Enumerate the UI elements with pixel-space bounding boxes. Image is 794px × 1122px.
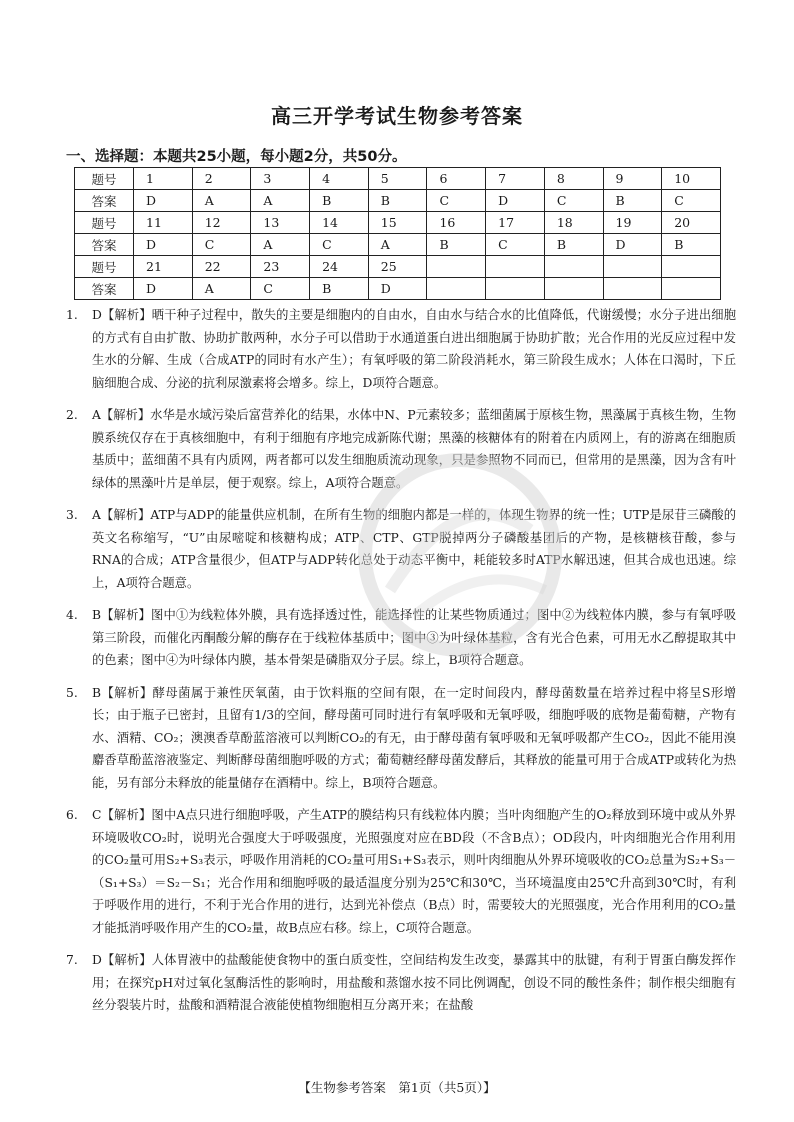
table-row xyxy=(75,278,721,300)
item-number: 6. xyxy=(66,808,78,822)
page-title: 高三开学考试生物参考答案 xyxy=(271,104,523,128)
table-cell: 9 xyxy=(603,168,662,190)
table-cell: D xyxy=(134,190,193,212)
table-cell: 18 xyxy=(544,212,603,234)
table-cell: 25 xyxy=(368,256,427,278)
table-cell: 20 xyxy=(662,212,721,234)
row-label: 题号 xyxy=(75,256,134,278)
page-footer: 【生物参考答案 第1页（共5页）】 xyxy=(298,1080,496,1095)
row-label: 答案 xyxy=(75,190,134,212)
table-cell: D xyxy=(486,190,545,212)
table-cell: A xyxy=(368,234,427,256)
table-cell: 1 xyxy=(134,168,193,190)
row-label: 题号 xyxy=(75,212,134,234)
table-row xyxy=(75,212,721,234)
table-row xyxy=(75,168,721,190)
table-cell: B xyxy=(310,190,369,212)
explanation-item xyxy=(66,304,736,394)
table-cell: B xyxy=(544,234,603,256)
table-cell: C xyxy=(310,234,369,256)
item-number: 5. xyxy=(66,685,78,700)
table-cell: 21 xyxy=(134,256,193,278)
table-cell xyxy=(662,256,721,278)
table-cell xyxy=(662,278,721,300)
answer-table xyxy=(74,167,721,300)
table-cell: D xyxy=(134,278,193,300)
row-label: 答案 xyxy=(75,234,134,256)
item-text: B【解析】酵母菌属于兼性厌氧菌，由于饮料瓶的空间有限，在一定时间段内，酵母菌数量在培养过程中将呈S形增长；由于瓶子已密封，且留有1/3的空间，酵母菌可同时进行有氧呼吸和无氧呼吸，细胞呼吸的底物是葡萄糖，产物有水、酒精、CO₂；澳澳香草酚蓝溶液可以判断CO₂的有无，由于酵母菌有氧呼吸和无氧呼吸都产生CO₂，因此不能用溴麝香草酚蓝溶液鉴定、判断酵母菌细胞呼吸的方式；葡萄糖经酵母菌发酵后，其释放的能量可用于合成ATP或转化为热能，另有部分未释放的能量储存在酒精中。综上，B项符合题意。 xyxy=(92,685,736,790)
item-text: D【解析】人体胃液中的盐酸能使食物中的蛋白质变性，空间结构发生改变，暴露其中的肽键，有利于胃蛋白酶发挥作用；在探究pH对过氧化氢酶活性的影响时，用盐酸和蒸馏水按不同比例调配，创设不同的酸性条件；制作根尖细胞有丝分裂装片时，盐酸和酒精混合液能使植物细胞相互分离开来；在盐酸 xyxy=(92,953,736,1012)
table-cell: A xyxy=(251,234,310,256)
item-text: A【解析】ATP与ADP的能量供应机制，在所有生物的细胞内都是一样的，体现生物界的统一性；UTP是尿苷三磷酸的英文名称缩写，“U”由尿嘧啶和核糖构成；ATP、CTP、GTP脱掉两分子磷酸基团后的产物，是核糖核苷酸，参与RNA的合成；ATP含量很少，但ATP与ADP转化总处于动态平衡中，耗能较多时ATP水解迅速，但其合成也迅速。综上，A项符合题意。 xyxy=(92,508,736,590)
explanation-item xyxy=(66,949,736,1017)
table-row xyxy=(75,234,721,256)
table-cell: 15 xyxy=(368,212,427,234)
table-cell xyxy=(603,278,662,300)
table-cell: 17 xyxy=(486,212,545,234)
table-cell: 19 xyxy=(603,212,662,234)
table-cell: 14 xyxy=(310,212,369,234)
table-cell xyxy=(427,256,486,278)
explanation-list xyxy=(66,304,736,1027)
item-number: 4. xyxy=(66,608,78,622)
table-cell: A xyxy=(251,190,310,212)
explanation-item xyxy=(66,604,736,672)
table-cell xyxy=(544,278,603,300)
explanation-item xyxy=(66,404,736,494)
row-label: 题号 xyxy=(75,168,134,190)
table-cell: 12 xyxy=(192,212,251,234)
table-cell: C xyxy=(427,190,486,212)
table-cell: 11 xyxy=(134,212,193,234)
table-cell: C xyxy=(251,278,310,300)
table-cell: 7 xyxy=(486,168,545,190)
table-cell: 5 xyxy=(368,168,427,190)
table-cell: B xyxy=(662,234,721,256)
item-text: D【解析】晒干种子过程中，散失的主要是细胞内的自由水，自由水与结合水的比值降低，代谢缓慢；水分子进出细胞的方式有自由扩散、协助扩散两种，水分子可以借助于水通道蛋白进出细胞属于协助扩散；光合作用的光反应过程中发生水的分解、生成（合成ATP的同时有水产生）；有氧呼吸的第二阶段消耗水，第三阶段生成水；人体在口渴时，下丘脑细胞合成、分泌的抗利尿激素将会增多。综上，D项符合题意。 xyxy=(92,308,736,390)
table-cell: B xyxy=(310,278,369,300)
table-cell: 16 xyxy=(427,212,486,234)
table-cell: 4 xyxy=(310,168,369,190)
table-cell: C xyxy=(544,190,603,212)
table-cell: B xyxy=(603,190,662,212)
table-cell xyxy=(544,256,603,278)
item-text: A【解析】水华是水域污染后富营养化的结果，水体中N、P元素较多；蓝细菌属于原核生物，黑藻属于真核生物，生物膜系统仅存在于真核细胞中，有利于细胞有序地完成新陈代谢；黑藻的核糖体有的附着在内质网上，有的游离在细胞质基质中；蓝细菌不具有内质网，两者都可以发生细胞质流动现象，只是参照物不同而已，但常用的是黑藻，因为含有叶绿体的黑藻叶片是单层，便于观察。综上，A项符合题意。 xyxy=(92,408,736,490)
table-row xyxy=(75,190,721,212)
table-cell: D xyxy=(368,278,427,300)
section-heading: 一、选择题：本题共25小题，每小题2分，共50分。 xyxy=(66,149,407,165)
table-cell: C xyxy=(192,234,251,256)
item-number: 2. xyxy=(66,408,78,422)
explanation-item xyxy=(66,504,736,594)
table-cell: B xyxy=(368,190,427,212)
table-cell: 23 xyxy=(251,256,310,278)
table-cell: 8 xyxy=(544,168,603,190)
table-cell: 2 xyxy=(192,168,251,190)
table-cell: B xyxy=(427,234,486,256)
item-number: 7. xyxy=(66,953,78,967)
table-cell: D xyxy=(134,234,193,256)
table-cell: 3 xyxy=(251,168,310,190)
table-cell: 13 xyxy=(251,212,310,234)
row-label: 答案 xyxy=(75,278,134,300)
table-cell: C xyxy=(486,234,545,256)
item-text: B【解析】图中①为线粒体外膜，具有选择透过性，能选择性的让某些物质通过；图中②为线粒体内膜，参与有氧呼吸第三阶段，而催化丙酮酸分解的酶存在于线粒体基质中；图中③为叶绿体基粒，含有光合色素，可用无水乙醇提取其中的色素；图中④为叶绿体内膜，基本骨架是磷脂双分子层。综上，B项符合题意。 xyxy=(92,608,736,667)
table-cell xyxy=(427,278,486,300)
table-cell: A xyxy=(192,190,251,212)
item-number: 1. xyxy=(66,308,78,322)
item-text: C【解析】图中A点只进行细胞呼吸，产生ATP的膜结构只有线粒体内膜；当叶肉细胞产生的O₂释放到环境中或从外界环境吸收CO₂时，说明光合强度大于呼吸强度，光照强度对应在BD段（不含B点）；OD段内，叶肉细胞光合作用利用的CO₂量可用S₂+S₃表示，呼吸作用消耗的CO₂量可用S₁+S₃表示，则叶肉细胞从外界环境吸收的CO₂总量为S₂+S₃－（S₁+S₃）＝S₂－S₁；光合作用和细胞呼吸的最适温度分别为25℃和30℃，当环境温度由25℃升高到30℃时，有利于呼吸作用的进行，不利于光合作用的进行，达到光补偿点（B点）时，需要较大的光照强度，光合作用利用的CO₂量才能抵消呼吸作用产生的CO₂量，故B点应右移。综上，C项符合题意。 xyxy=(92,808,736,935)
table-cell: D xyxy=(603,234,662,256)
table-cell xyxy=(486,256,545,278)
table-cell xyxy=(486,278,545,300)
table-cell: 10 xyxy=(662,168,721,190)
table-row xyxy=(75,256,721,278)
explanation-item xyxy=(66,804,736,939)
table-cell xyxy=(603,256,662,278)
explanation-item xyxy=(66,682,736,795)
table-cell: A xyxy=(192,278,251,300)
table-cell: 24 xyxy=(310,256,369,278)
table-cell: C xyxy=(662,190,721,212)
table-cell: 6 xyxy=(427,168,486,190)
table-cell: 22 xyxy=(192,256,251,278)
item-number: 3. xyxy=(66,508,78,522)
